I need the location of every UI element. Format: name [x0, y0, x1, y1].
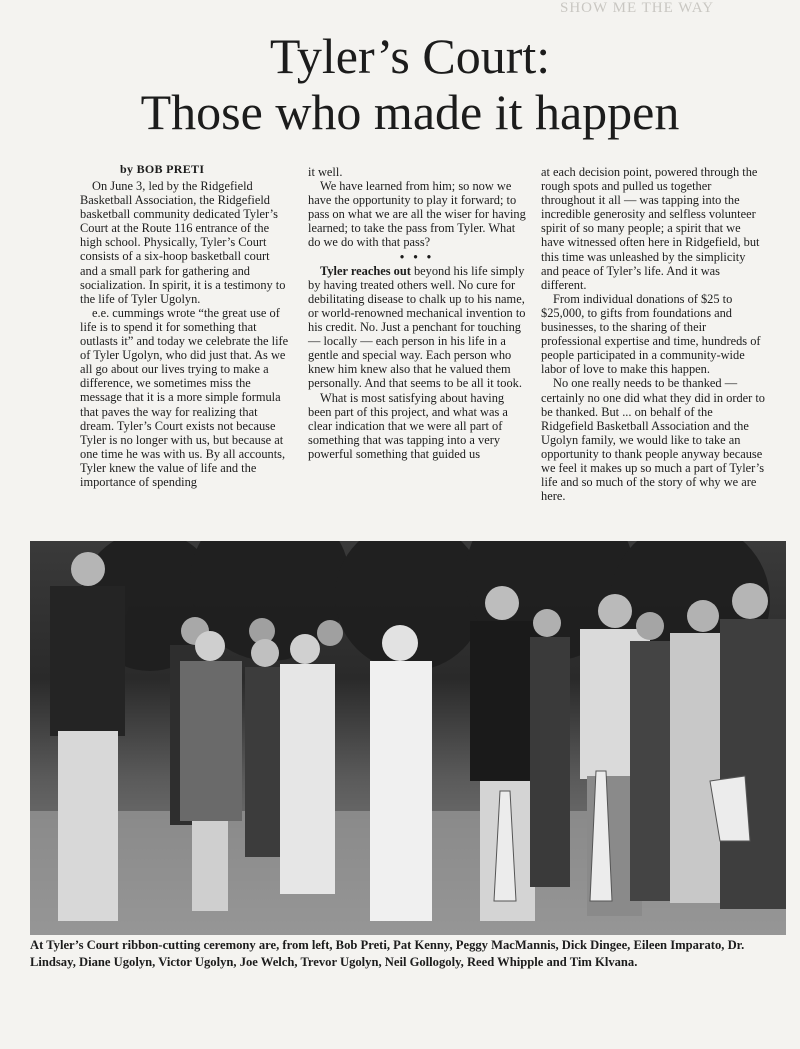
paragraph-text: beyond his life simply by having treated others well. No cure for debilitating disease to chalk up to his name, or world-renowned mechanical invention to his credit. No. Just a penchant for touching — locally — each person in his life in a gentle and special way. Each person who knew him knew also that he valued them personally. And that seems to be all it took. — [308, 263, 526, 391]
byline: by BOB PRETI — [120, 162, 205, 176]
paragraph: On June 3, led by the Ridgefield Basketball Association, the Ridgefield basketball community dedicated Tyler’s Court at the Route 116 entrance of the high school. Physically, Tyler’s Court consists of a six-hoop basketball court and a small park for gathering and socialization. In spirit, it is a testimony to the life of Tyler Ugolyn. — [80, 179, 286, 306]
paragraph-continued: at each decision point, powered through the rough spots and pulled us together throughout it all — was tapping into the incredible generosity and selfless volunteer spirit of so many people; a spirit that we have witnessed often here in Ridgefield, but this time was unleashed by the simplicity and peace of Tyler’s life. And it was different. — [541, 165, 760, 292]
bleed-through-heading: SHOW ME THE WAY — [560, 0, 715, 16]
section-divider: • • • — [399, 249, 435, 264]
ceremony-photo-illustration — [30, 541, 786, 935]
article-column-1 — [80, 179, 290, 489]
headline — [60, 28, 760, 140]
paragraph: From individual donations of $25 to $25,000, to gifts from foundations and businesses, to the sharing of their professional expertise and time, hundreds of people participated in a community-wide labor of love to make this happen. — [541, 291, 761, 377]
paragraph — [308, 264, 526, 391]
article-column-2 — [308, 165, 526, 461]
photo-caption: At Tyler’s Court ribbon-cutting ceremony are, from left, Bob Preti, Pat Kenny, Peggy MacMannis, Dick Dingee, Eileen Imparato, Dr. Lindsay, Diane Ugolyn, Victor Ugolyn, Joe Welch, Trevor Ugolyn, Neil Gollogoly, Reed Whipple and Tim Klvana. — [30, 938, 745, 969]
lead-in: Tyler reaches out — [320, 263, 411, 278]
paragraph-continued: it well. — [308, 165, 343, 179]
paragraph: e.e. cummings wrote “the great use of life is to spend it for something that outlasts it” and today we celebrate the life of Tyler Ugolyn, who did just that. As we all go about our lives trying to make a difference, we sometimes miss the message that it is a more simple formula that paves the way for realizing that dream. Tyler’s Court exists not because Tyler is no longer with us, but because at one time he was with us. By all accounts, Tyler knew the value of life and the importance of spending — [80, 305, 289, 489]
paragraph: What is most satisfying about having been part of this project, and what was a clear indication that we were all part of something that was tapping into a very powerful something that guided us — [308, 390, 508, 461]
headline-line-2: Those who made it happen — [140, 84, 680, 140]
paragraph: We have learned from him; so now we have the opportunity to play it forward; to pass on what we are all the wiser for having learned; to take the pass from Tyler. What do we do with that pass? — [308, 179, 526, 250]
ceremony-photo — [30, 541, 786, 935]
headline-line-1: Tyler’s Court: — [269, 28, 551, 84]
paragraph: No one really needs to be thanked — certainly no one did what they did in order to be thanked. But ... on behalf of the Ridgefield Basketball Association and the Ugolyn family, we would like to take an opportunity to thank people anyway because we feel it makes up so much a part of Tyler’s life and so much of the story of why we are here. — [541, 376, 766, 504]
article-column-3 — [541, 165, 766, 503]
